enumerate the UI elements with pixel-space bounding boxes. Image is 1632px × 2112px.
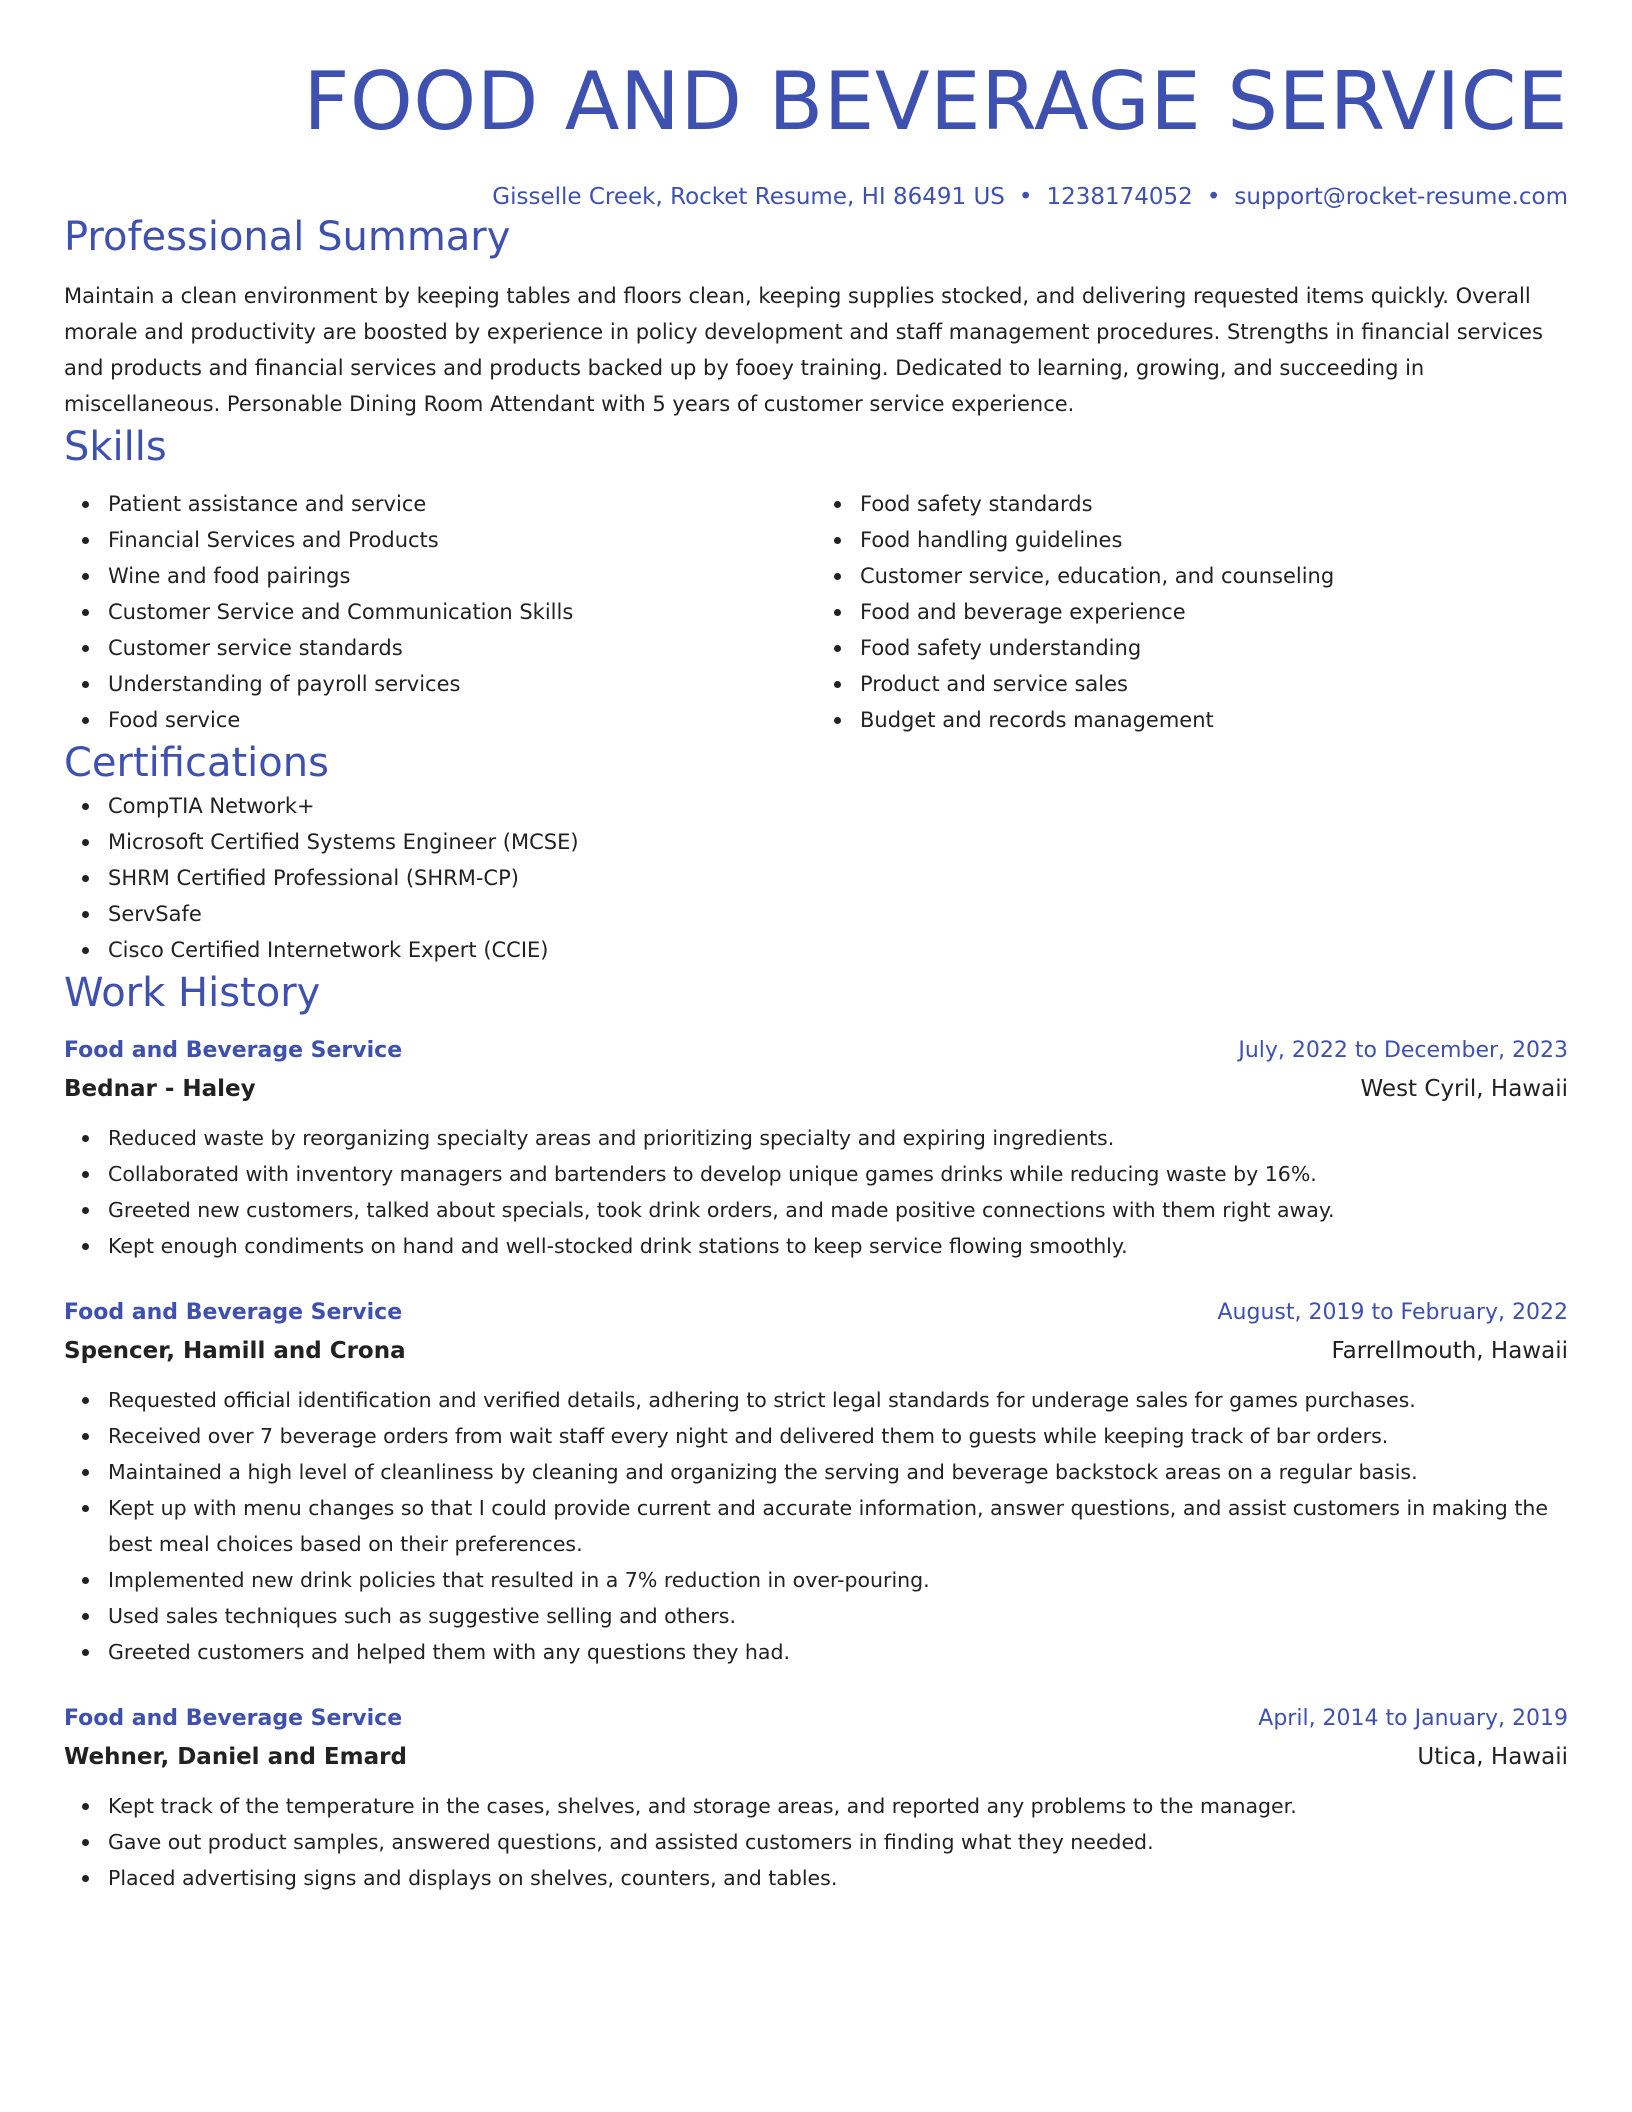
skill-item: Product and service sales xyxy=(860,666,1568,702)
job-company: Wehner, Daniel and Emard xyxy=(64,1744,407,1770)
job-title: Food and Beverage Service xyxy=(64,1300,403,1325)
job-company: Bednar - Haley xyxy=(64,1076,256,1102)
job-dates: July, 2022 to December, 2023 xyxy=(1238,1038,1568,1063)
skill-item: Customer service, education, and counseling xyxy=(860,558,1568,594)
job-location: West Cyril, Hawaii xyxy=(1360,1076,1568,1102)
job-duty-item: Kept track of the temperature in the cases, shelves, and storage areas, and reported any problems to the manager. xyxy=(108,1788,1568,1824)
job-company-row xyxy=(64,1738,1568,1776)
job-duty-item: Received over 7 beverage orders from wait staff every night and delivered them to guests while keeping track of bar orders. xyxy=(108,1418,1568,1454)
certification-item: SHRM Certified Professional (SHRM-CP) xyxy=(108,860,1568,896)
job-duty-item: Gave out product samples, answered questions, and assisted customers in finding what they needed. xyxy=(108,1824,1568,1860)
contact-separator: • xyxy=(1018,184,1033,210)
job-company-row xyxy=(64,1070,1568,1108)
job-duty-item: Placed advertising signs and displays on shelves, counters, and tables. xyxy=(108,1860,1568,1896)
skill-item: Budget and records management xyxy=(860,702,1568,738)
job-title-row xyxy=(64,1294,1568,1332)
resume-header xyxy=(64,0,1568,212)
skill-item: Patient assistance and service xyxy=(108,486,816,522)
job-duty-item: Greeted new customers, talked about specials, took drink orders, and made positive connections with them right away. xyxy=(108,1192,1568,1228)
job-dates: April, 2014 to January, 2019 xyxy=(1258,1706,1568,1731)
job-company-row xyxy=(64,1332,1568,1370)
job-title-row xyxy=(64,1700,1568,1738)
work-history-heading: Work History xyxy=(64,970,321,1016)
contact-phone: 1238174052 xyxy=(1046,184,1193,210)
job-title-row xyxy=(64,1032,1568,1070)
skill-item: Financial Services and Products xyxy=(108,522,816,558)
job-duties-list xyxy=(64,1120,1568,1264)
job-duty-item: Maintained a high level of cleanliness by cleaning and organizing the serving and beverage backstock areas on a regular basis. xyxy=(108,1454,1568,1490)
certification-item: ServSafe xyxy=(108,896,1568,932)
skill-item: Food and beverage experience xyxy=(860,594,1568,630)
skill-item: Food handling guidelines xyxy=(860,522,1568,558)
skills-list-left xyxy=(64,486,816,738)
work-history-list xyxy=(64,1032,1568,1896)
contact-email[interactable]: support@rocket-resume.com xyxy=(1234,184,1568,210)
skills-columns xyxy=(64,486,1568,738)
job-entry xyxy=(64,1032,1568,1264)
job-duty-item: Greeted customers and helped them with any questions they had. xyxy=(108,1634,1568,1670)
contact-separator: • xyxy=(1206,184,1221,210)
certifications-heading: Certifications xyxy=(64,740,329,786)
skill-item: Customer Service and Communication Skills xyxy=(108,594,816,630)
job-entry xyxy=(64,1700,1568,1896)
contact-address: Gisselle Creek, Rocket Resume, HI 86491 US xyxy=(492,184,1005,210)
candidate-name: FOOD AND BEVERAGE SERVICE xyxy=(303,55,1568,148)
summary-heading: Professional Summary xyxy=(64,214,511,260)
certification-item: Cisco Certified Internetwork Expert (CCIE) xyxy=(108,932,1568,968)
skill-item: Understanding of payroll services xyxy=(108,666,816,702)
job-duty-item: Kept enough condiments on hand and well-stocked drink stations to keep service flowing smoothly. xyxy=(108,1228,1568,1264)
skill-item: Food safety understanding xyxy=(860,630,1568,666)
job-location: Utica, Hawaii xyxy=(1417,1744,1568,1770)
job-duty-item: Collaborated with inventory managers and bartenders to develop unique games drinks while reducing waste by 16%. xyxy=(108,1156,1568,1192)
job-duties-list xyxy=(64,1382,1568,1670)
job-duties-list xyxy=(64,1788,1568,1896)
skills-heading: Skills xyxy=(64,424,167,470)
certification-item: CompTIA Network+ xyxy=(108,788,1568,824)
job-duty-item: Used sales techniques such as suggestive selling and others. xyxy=(108,1598,1568,1634)
job-title: Food and Beverage Service xyxy=(64,1038,403,1063)
job-duty-item: Implemented new drink policies that resulted in a 7% reduction in over-pouring. xyxy=(108,1562,1568,1598)
summary-text: Maintain a clean environment by keeping tables and floors clean, keeping supplies stocked, and delivering requested items quickly. Overall morale and productivity are boosted by experience in policy development and staff management procedures. Strengths in financial services and products and financial services and products backed up by fooey training. Dedicated to learning, growing, and succeeding in miscellaneous. Personable Dining Room Attendant with 5 years of customer service experience. xyxy=(64,284,1543,416)
certification-item: Microsoft Certified Systems Engineer (MCSE) xyxy=(108,824,1568,860)
skill-item: Food safety standards xyxy=(860,486,1568,522)
contact-line xyxy=(64,182,1568,212)
certifications-list xyxy=(64,788,1568,968)
job-entry xyxy=(64,1294,1568,1670)
skill-item: Wine and food pairings xyxy=(108,558,816,594)
job-location: Farrellmouth, Hawaii xyxy=(1331,1338,1568,1364)
job-title: Food and Beverage Service xyxy=(64,1706,403,1731)
job-duty-item: Requested official identification and verified details, adhering to strict legal standards for underage sales for games purchases. xyxy=(108,1382,1568,1418)
resume-page xyxy=(64,0,1568,1896)
job-company: Spencer, Hamill and Crona xyxy=(64,1338,406,1364)
skills-list-right xyxy=(816,486,1568,738)
skill-item: Customer service standards xyxy=(108,630,816,666)
skill-item: Food service xyxy=(108,702,816,738)
job-dates: August, 2019 to February, 2022 xyxy=(1217,1300,1568,1325)
job-duty-item: Reduced waste by reorganizing specialty areas and prioritizing specialty and expiring ingredients. xyxy=(108,1120,1568,1156)
job-duty-item: Kept up with menu changes so that I could provide current and accurate information, answer questions, and assist customers in making the best meal choices based on their preferences. xyxy=(108,1490,1568,1562)
